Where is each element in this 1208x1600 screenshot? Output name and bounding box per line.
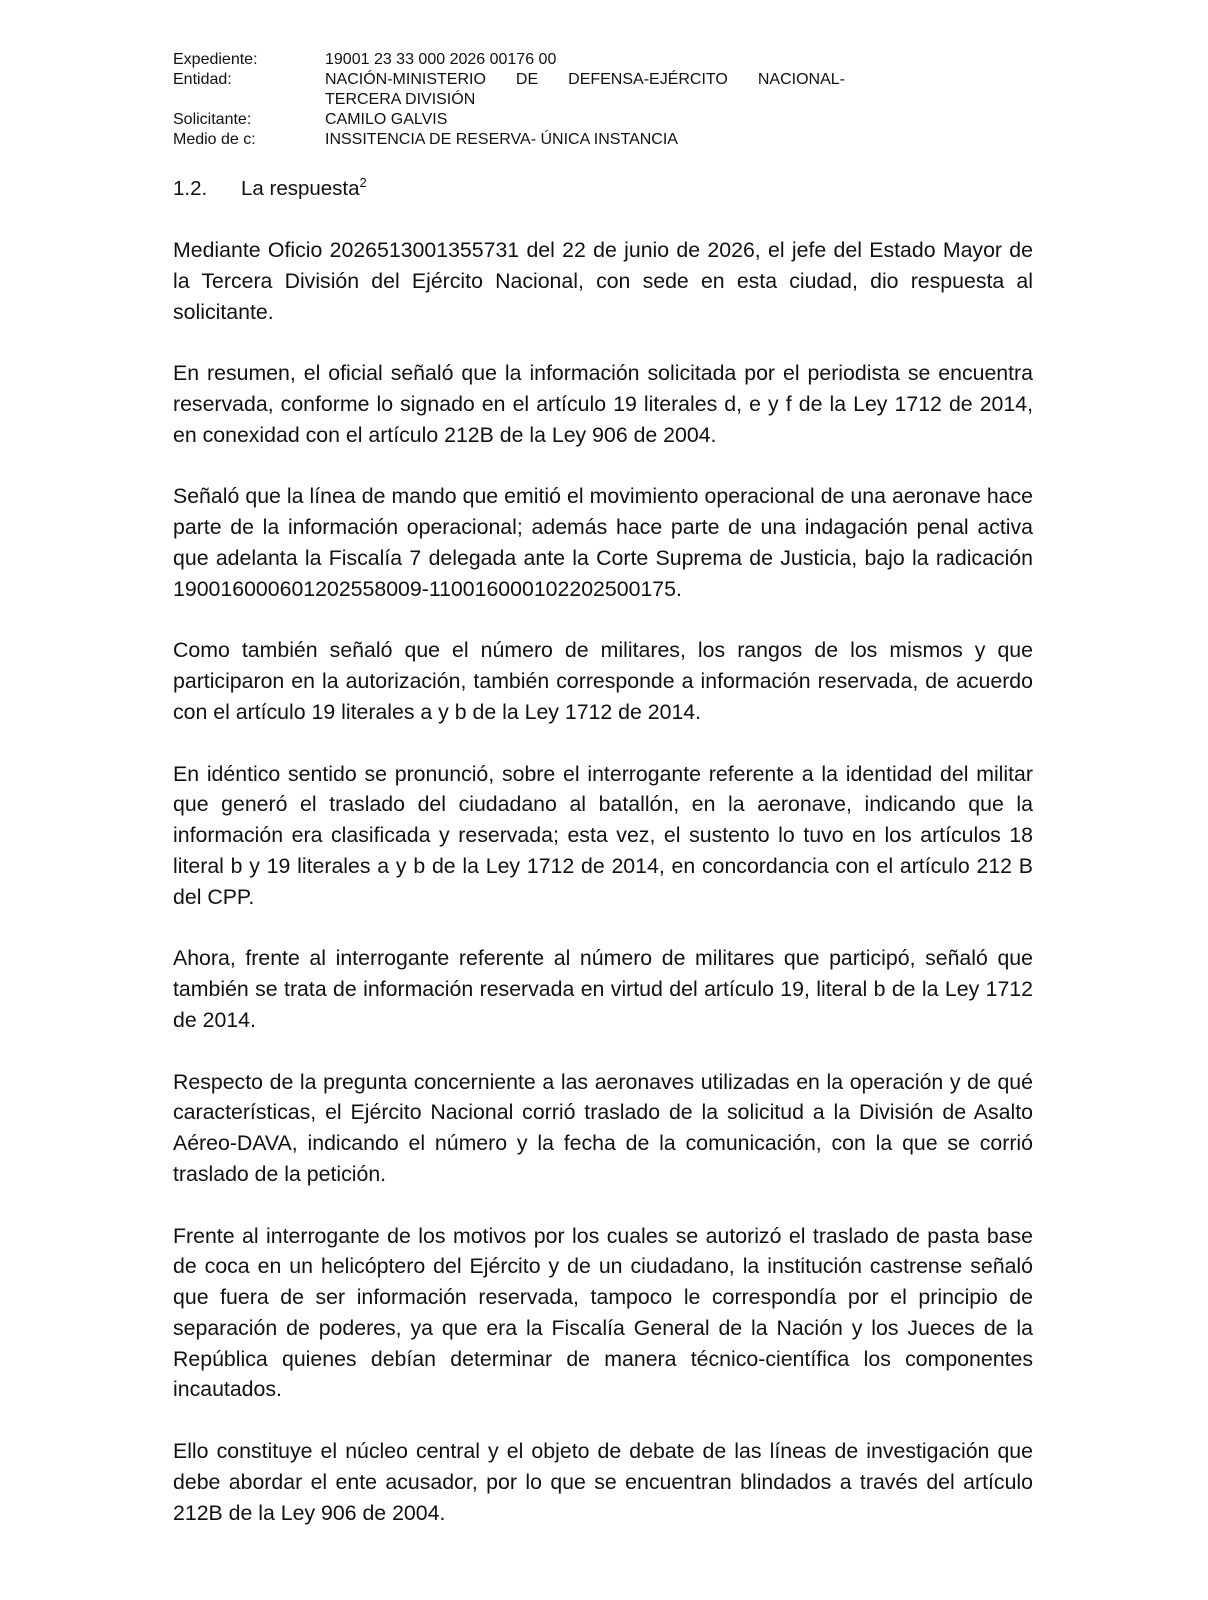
paragraph-identidad-militar: En idéntico sentido se pronunció, sobre el interrogante referente a la identidad del militar que generó el traslado del ciudadano al batallón, en la aeronave, indicando que la información era clasificada y reservada; esta vez, el sustento lo tuvo en los artículos 18 literal b y 19 literales a y b de la Ley 1712 de 2014, en concordancia con el artículo 212 B del CPP. (173, 761, 1033, 909)
paragraph-militares-participo: Ahora, frente al interrogante referente al número de militares que participó, señaló que también se trata de información reservada en virtud del artículo 19, literal b de la Ley 1712 de 2014. (173, 946, 1033, 1032)
expediente-label: Expediente: (173, 51, 258, 68)
document-body (173, 235, 1033, 1559)
paragraph-linea-de-mando: Señaló que la línea de mando que emitió el movimiento operacional de una aeronave hace parte de la información operacional; además hace parte de una indagación penal activa que adelanta la Fiscalía 7 delegada ante la Corte Suprema de Justicia, bajo la radicación 190016000601202558009-110016000102202500175. (173, 484, 1033, 601)
entidad-value (325, 70, 893, 110)
paragraph-aeronaves: Respecto de la pregunta concerniente a las aeronaves utilizadas en la operación y de qué características, el Ejército Nacional corrió traslado de la solicitud a la División de Asalto Aéreo-DAVA, indicando el número y la fecha de la comunicación, con la que se corrió traslado de la petición. (173, 1069, 1033, 1186)
header-row-expediente (173, 50, 893, 70)
header-row-entidad (173, 70, 893, 110)
medio-label: Medio de c: (173, 131, 256, 148)
paragraph-numero-militares: Como también señaló que el número de militares, los rangos de los mismos y que participaron en la autorización, también corresponde a información reservada, de acuerdo con el artículo 19 literales a y b de la Ley 1712 de 2014. (173, 638, 1033, 724)
expediente-value: 19001 23 33 000 2026 00176 00 (325, 51, 557, 68)
paragraph-nucleo-central: Ello constituye el núcleo central y el objeto de debate de las líneas de investigación que debe abordar el ente acusador, por lo que se encuentran blindados a través del artículo 212B de la Ley 906 de 2004. (173, 1439, 1033, 1525)
entidad-value-line1: NACIÓN-MINISTERIO DE DEFENSA-EJÉRCITO NACIONAL- (325, 71, 845, 88)
paragraph-motivos-traslado: Frente al interrogante de los motivos por los cuales se autorizó el traslado de pasta base de coca en un helicóptero del Ejército y de un ciudadano, la institución castrense señaló que fuera de ser información reservada, tampoco le correspondía por el principio de separación de poderes, ya que era la Fiscalía General de la Nación y los Jueces de la República quienes debían determinar de manera técnico-científica los componentes incautados. (173, 1223, 1033, 1402)
paragraph-resumen: En resumen, el oficial señaló que la información solicitada por el periodista se encuentra reservada, conforme lo signado en el artículo 19 literales d, e y f de la Ley 1712 de 2014, en conexidad con el artículo 212B de la Ley 906 de 2004. (173, 361, 1033, 447)
section-number: 1.2. (173, 177, 208, 200)
paragraph-oficio: Mediante Oficio 2026513001355731 del 22 de junio de 2026, el jefe del Estado Mayor de la Tercera División del Ejército Nacional, con sede en esta ciudad, dio respuesta al solicitante. (173, 238, 1033, 324)
entidad-label: Entidad: (173, 71, 232, 88)
entidad-value-line2: TERCERA DIVISIÓN (325, 91, 476, 108)
footnote-marker: 2 (359, 175, 367, 190)
section-title: La respuesta (241, 177, 360, 200)
section-heading (173, 176, 367, 202)
medio-value: INSSITENCIA DE RESERVA- ÚNICA INSTANCIA (325, 131, 678, 148)
header-row-solicitante (173, 110, 893, 130)
header-row-medio (173, 130, 893, 150)
case-header (173, 50, 893, 150)
solicitante-value: CAMILO GALVIS (325, 111, 448, 128)
solicitante-label: Solicitante: (173, 111, 252, 128)
